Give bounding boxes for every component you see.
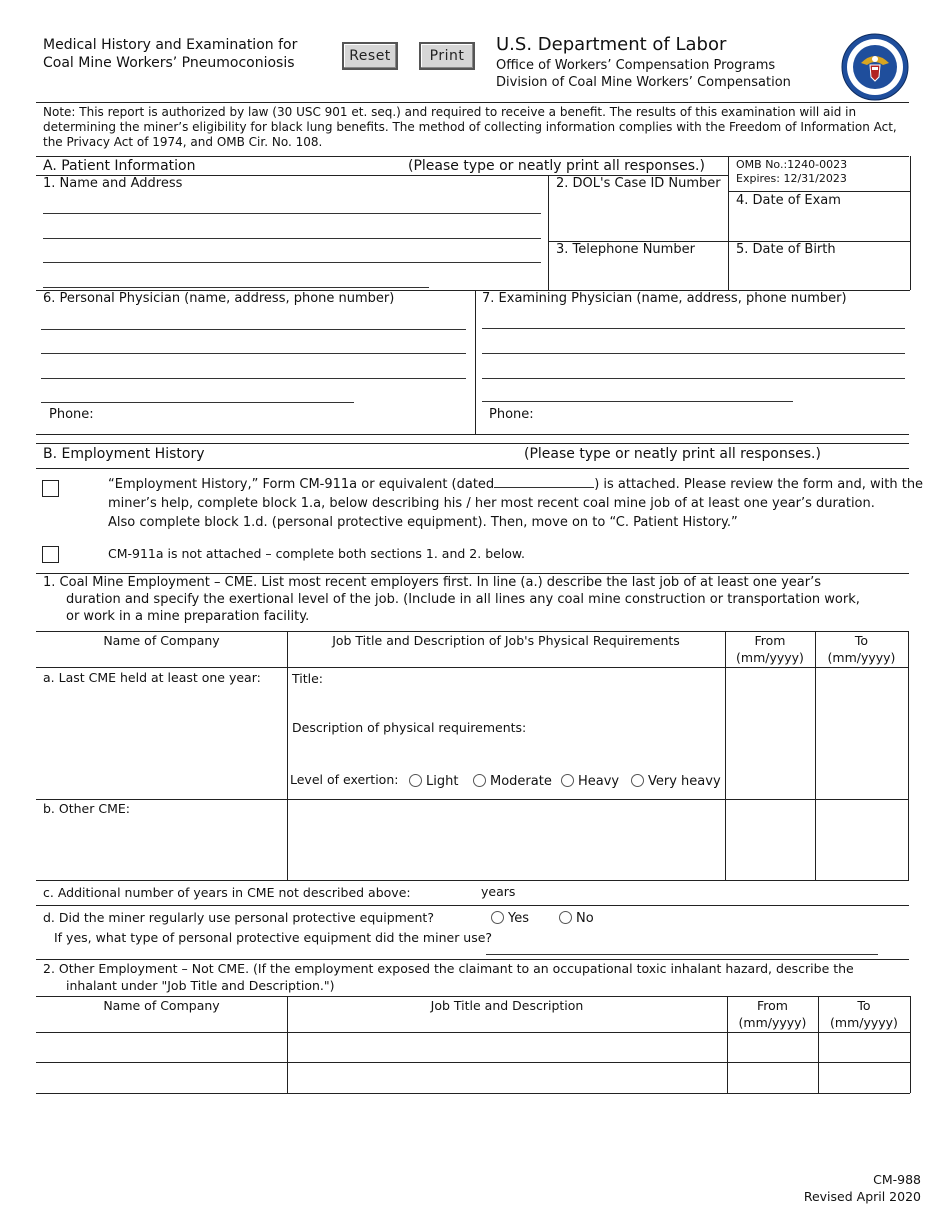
form-title-line2: Coal Mine Workers’ Pneumoconiosis: [43, 55, 295, 71]
other-line1: 2. Other Employment – Not CME. (If the employment exposed the claimant to an occupational toxic inhalant hazard, describe the: [43, 961, 854, 976]
division-name: Division of Coal Mine Workers’ Compensation: [496, 75, 791, 90]
examining-physician-phone-label: Phone:: [489, 407, 534, 422]
radio-icon: [409, 774, 422, 787]
cm911a-date-input[interactable]: [494, 476, 594, 488]
other-col-header-company: Name of Company: [103, 998, 220, 1013]
section-a-title: A. Patient Information: [43, 158, 196, 174]
name-address-line-1[interactable]: [43, 213, 541, 214]
omb-number: OMB No.:1240-0023: [736, 158, 848, 171]
cme-line3: or work in a mine preparation facility.: [66, 609, 310, 624]
radio-icon: [491, 911, 504, 924]
cme-instructions: [43, 574, 860, 625]
date-of-exam-label: 4. Date of Exam: [736, 193, 841, 208]
description-label: Description of physical requirements:: [292, 720, 527, 735]
ppe-no-radio[interactable]: [559, 911, 594, 926]
name-address-line-4[interactable]: [43, 287, 429, 288]
title-label: Title:: [292, 671, 323, 686]
omb-info: [736, 158, 847, 186]
attached-text-line2: miner’s help, complete block 1.a, below describing his / her most recent coal mine job of at least one year’s duration.: [108, 496, 875, 511]
cme-line1: 1. Coal Mine Employment – CME. List most recent employers first. In line (a.) describe the last job of at least one year’s: [43, 575, 821, 590]
personal-physician-label: 6. Personal Physician (name, address, phone number): [43, 291, 395, 306]
name-address-line-2[interactable]: [43, 238, 541, 239]
radio-icon: [631, 774, 644, 787]
from-format: (mm/yyyy): [736, 650, 804, 665]
form-footer: [804, 1171, 921, 1205]
omb-expires: Expires: 12/31/2023: [736, 172, 847, 185]
ppe-yes-radio[interactable]: [491, 911, 529, 926]
attached-text-a: “Employment History,” Form CM-911a or equivalent (dated: [108, 477, 495, 492]
section-b-title: B. Employment History: [43, 446, 205, 462]
other-col-header-from: [727, 997, 818, 1031]
cm911a-attached-checkbox[interactable]: [42, 480, 59, 497]
other-to-label: To: [857, 998, 871, 1013]
personal-physician-line-3[interactable]: [41, 378, 466, 379]
row-a-label: a. Last CME held at least one year:: [43, 670, 261, 685]
examining-physician-line-4[interactable]: [482, 401, 793, 402]
dol-seal-icon: [841, 33, 909, 101]
print-button[interactable]: Print: [419, 42, 475, 70]
to-format: (mm/yyyy): [827, 650, 896, 665]
date-of-birth-label: 5. Date of Birth: [736, 242, 836, 257]
other-from-label: From: [757, 998, 788, 1013]
other-col-header-job: Job Title and Description: [430, 998, 584, 1013]
agency-name: U.S. Department of Labor: [496, 34, 727, 55]
exertion-light-radio[interactable]: [409, 774, 458, 789]
exertion-light-label: Light: [426, 774, 459, 789]
name-address-label: 1. Name and Address: [43, 176, 183, 191]
years-label: years: [481, 884, 516, 899]
to-label: To: [854, 633, 869, 648]
radio-icon: [559, 911, 572, 924]
col-header-company: Name of Company: [103, 633, 220, 648]
attached-text-line3: Also complete block 1.d. (personal protective equipment). Then, move on to “C. Patient History.”: [108, 515, 738, 530]
authorization-note: [43, 105, 897, 150]
exertion-very-heavy-radio[interactable]: [631, 774, 721, 789]
other-employment-instructions: [43, 960, 854, 994]
note-line1: Note: This report is authorized by law (30 USC 901 et. seq.) and required to receive a benefit. The results of this examination will aid in: [43, 105, 857, 119]
col-header-from: [725, 632, 815, 666]
personal-physician-line-1[interactable]: [41, 329, 466, 330]
cm911a-not-attached-text: CM-911a is not attached – complete both sections 1. and 2. below.: [108, 546, 525, 561]
other-line2: inhalant under "Job Title and Description."): [66, 978, 335, 993]
attached-text-b: ) is attached. Please review the form and, with the: [594, 477, 924, 492]
name-address-line-3[interactable]: [43, 262, 541, 263]
exertion-moderate-label: Moderate: [490, 774, 552, 789]
personal-physician-line-2[interactable]: [41, 353, 466, 354]
col-header-to: [815, 632, 908, 666]
ppe-type-input[interactable]: [486, 954, 878, 955]
from-label: From: [754, 633, 786, 648]
row-d-sub-label: If yes, what type of personal protective equipment did the miner use?: [54, 930, 493, 945]
row-b-label: b. Other CME:: [43, 801, 130, 816]
row-d-label: d. Did the miner regularly use personal protective equipment?: [43, 910, 434, 925]
form-title: [43, 36, 297, 72]
examining-physician-line-2[interactable]: [482, 353, 905, 354]
form-number: CM-988: [873, 1172, 921, 1187]
exertion-label: Level of exertion:: [290, 772, 399, 787]
office-name: Office of Workers’ Compensation Programs: [496, 58, 776, 73]
section-b-instruction: (Please type or neatly print all responses.): [524, 446, 821, 462]
other-col-header-to: [818, 997, 910, 1031]
exertion-moderate-radio[interactable]: [473, 774, 552, 789]
note-line2: determining the miner’s eligibility for black lung benefits. The method of collecting information complies with the Freedom of Information Act,: [43, 120, 897, 134]
other-to-format: (mm/yyyy): [830, 1015, 898, 1030]
section-a-instruction: (Please type or neatly print all responses.): [408, 158, 705, 174]
revised-date: Revised April 2020: [803, 1189, 921, 1204]
examining-physician-line-3[interactable]: [482, 378, 905, 379]
examining-physician-line-1[interactable]: [482, 328, 905, 329]
exertion-heavy-label: Heavy: [578, 774, 620, 789]
note-line3: the Privacy Act of 1974, and OMB Cir. No. 108.: [43, 135, 323, 149]
examining-physician-label: 7. Examining Physician (name, address, phone number): [482, 291, 847, 306]
exertion-heavy-radio[interactable]: [561, 774, 619, 789]
case-id-label: 2. DOL's Case ID Number: [556, 176, 721, 191]
reset-button[interactable]: Reset: [342, 42, 398, 70]
personal-physician-line-4[interactable]: [41, 402, 354, 403]
form-title-line1: Medical History and Examination for: [43, 37, 298, 53]
ppe-yes-label: Yes: [508, 911, 529, 926]
cme-line2: duration and specify the exertional level of the job. (Include in all lines any coal mine construction or transportation work,: [66, 592, 860, 607]
cm911a-not-attached-checkbox[interactable]: [42, 546, 59, 563]
col-header-job: Job Title and Description of Job's Physical Requirements: [332, 633, 680, 648]
row-c-label: c. Additional number of years in CME not described above:: [43, 885, 411, 900]
personal-physician-phone-label: Phone:: [49, 407, 94, 422]
cm911a-attached-text: [108, 475, 923, 532]
other-from-format: (mm/yyyy): [738, 1015, 807, 1030]
radio-icon: [561, 774, 574, 787]
exertion-very-heavy-label: Very heavy: [648, 774, 721, 789]
ppe-no-label: No: [576, 911, 594, 926]
telephone-label: 3. Telephone Number: [556, 242, 695, 257]
radio-icon: [473, 774, 486, 787]
